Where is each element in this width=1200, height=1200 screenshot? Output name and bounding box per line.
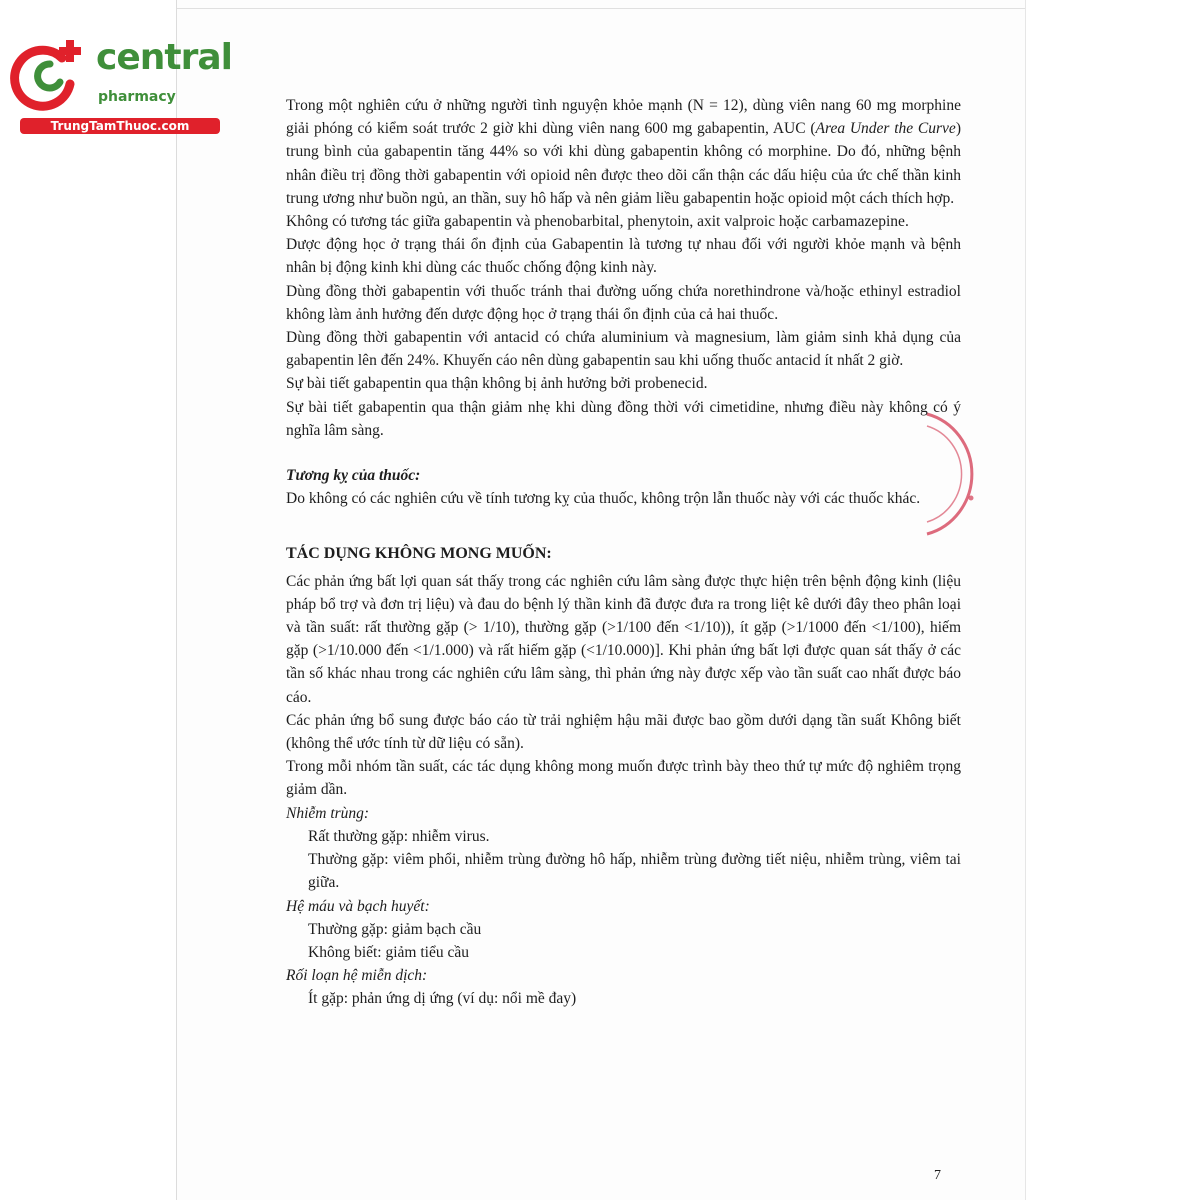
blood-unknown: Không biết: giảm tiểu cầu <box>308 943 469 961</box>
adverse-frequency-paragraph: Các phản ứng bất lợi quan sát thấy trong các nghiên cứu lâm sàng được thực hiện trên bệnh động kinh (liệu pháp bổ trợ và đơn trị liệu) và đau do bệnh lý thần kinh đã được đưa ra trong liệt kê dưới đây theo phân loại và tần suất: rất thường gặp (> 1/10), thường gặp (>1/100 đến <1/10)), ít gặp (>1/1000 đến <1/100), hiếm gặp (>1/10.000 đến <1/1.000) và rất hiếm gặp (<1/10.000)]. Khi phản ứng bất lợi được quan sát thấy ở các tần số khác nhau trong các nghiên cứu lâm sàng, thì phản ứng này được xếp vào tần suất cao nhất được báo cáo. <box>286 572 961 706</box>
interaction-antacid-paragraph: Dùng đồng thời gabapentin với antacid có chứa aluminium và magnesium, làm giảm sinh khả dụng của gabapentin lên đến 24%. Khuyến cáo nên dùng gabapentin sau khi uống thuốc antacid ít nhất 2 giờ. <box>286 329 961 370</box>
interaction-probenecid-paragraph: Sự bài tiết gabapentin qua thận không bị ảnh hưởng bởi probenecid. <box>286 375 708 393</box>
adverse-postmarketing-paragraph: Các phản ứng bổ sung được báo cáo từ trải nghiệm hậu mãi được bao gồm dưới dạng tần suất Không biết (không thể ước tính từ dữ liệu có sẵn). <box>286 711 961 753</box>
interaction-cimetidine-paragraph: Sự bài tiết gabapentin qua thận giảm nhẹ khi dùng đồng thời với cimetidine, nhưng điều này không có ý nghĩa lâm sàng. <box>286 398 961 439</box>
incompatibility-heading: Tương kỵ của thuốc: <box>286 467 421 485</box>
interaction-pharmacokinetics-paragraph: Dược động học ở trạng thái ổn định của Gabapentin là tương tự nhau đối với người khỏe mạnh và bệnh nhân bị động kinh khi dùng các thuốc chống động kinh này. <box>286 236 961 277</box>
page-top-rule <box>177 8 1025 9</box>
blood-common: Thường gặp: giảm bạch cầu <box>308 920 482 938</box>
page-number: 7 <box>934 1168 941 1183</box>
interaction-antiepileptics-paragraph: Không có tương tác giữa gabapentin và phenobarbital, phenytoin, axit valproic hoặc carbamazepine. <box>286 213 909 231</box>
interaction-contraceptive-paragraph: Dùng đồng thời gabapentin với thuốc tránh thai đường uống chứa norethindrone và/hoặc ethinyl estradiol không làm ảnh hưởng đến dược động học ở trạng thái ổn định của cả hai thuốc. <box>286 282 961 323</box>
logo-domain-banner: TrungTamThuoc.com <box>20 118 220 134</box>
central-pharmacy-logo[interactable] <box>10 36 232 136</box>
infections-very-common: Rất thường gặp: nhiễm virus. <box>308 827 490 845</box>
logo-name: central <box>96 37 232 78</box>
interaction-morphine-paragraph: Trong một nghiên cứu ở những người tình nguyện khỏe mạnh (N = 12), dùng viên nang 60 mg morphine giải phóng có kiểm soát trước 2 giờ khi dùng viên nang 600 mg gabapentin, AUC (Area Under the Curve) trung bình của gabapentin tăng 44% so với khi dùng gabapentin không có morphine. Do đó, những bệnh nhân điều trị đồng thời gabapentin với opioid nên được theo dõi cẩn thận các dấu hiệu của ức chế thần kinh trung ương như buồn ngủ, an thần, suy hô hấp và nên giảm liều gabapentin hoặc opioid một cách thích hợp. <box>286 97 961 207</box>
logo-subtitle: pharmacy <box>98 89 176 105</box>
immune-uncommon: Ít gặp: phản ứng dị ứng (ví dụ: nổi mề đay) <box>308 990 577 1008</box>
infections-common: Thường gặp: viêm phổi, nhiễm trùng đường hô hấp, nhiễm trùng đường tiết niệu, nhiễm trùng, viêm tai giữa. <box>308 851 961 892</box>
document-body <box>286 94 961 1011</box>
category-blood-lymph: Hệ máu và bạch huyết: <box>286 897 430 915</box>
category-infections: Nhiễm trùng: <box>286 804 370 822</box>
adverse-severity-paragraph: Trong mỗi nhóm tần suất, các tác dụng không mong muốn được trình bày theo thứ tự mức độ nghiêm trọng giảm dần. <box>286 758 961 799</box>
incompatibility-text: Do không có các nghiên cứu về tính tương kỵ của thuốc, không trộn lẫn thuốc này với các thuốc khác. <box>286 490 921 508</box>
category-immune: Rối loạn hệ miễn dịch: <box>286 967 428 985</box>
pharmacy-cross-logo-icon <box>10 36 90 112</box>
adverse-effects-heading: TÁC DỤNG KHÔNG MONG MUỐN: <box>286 545 552 563</box>
